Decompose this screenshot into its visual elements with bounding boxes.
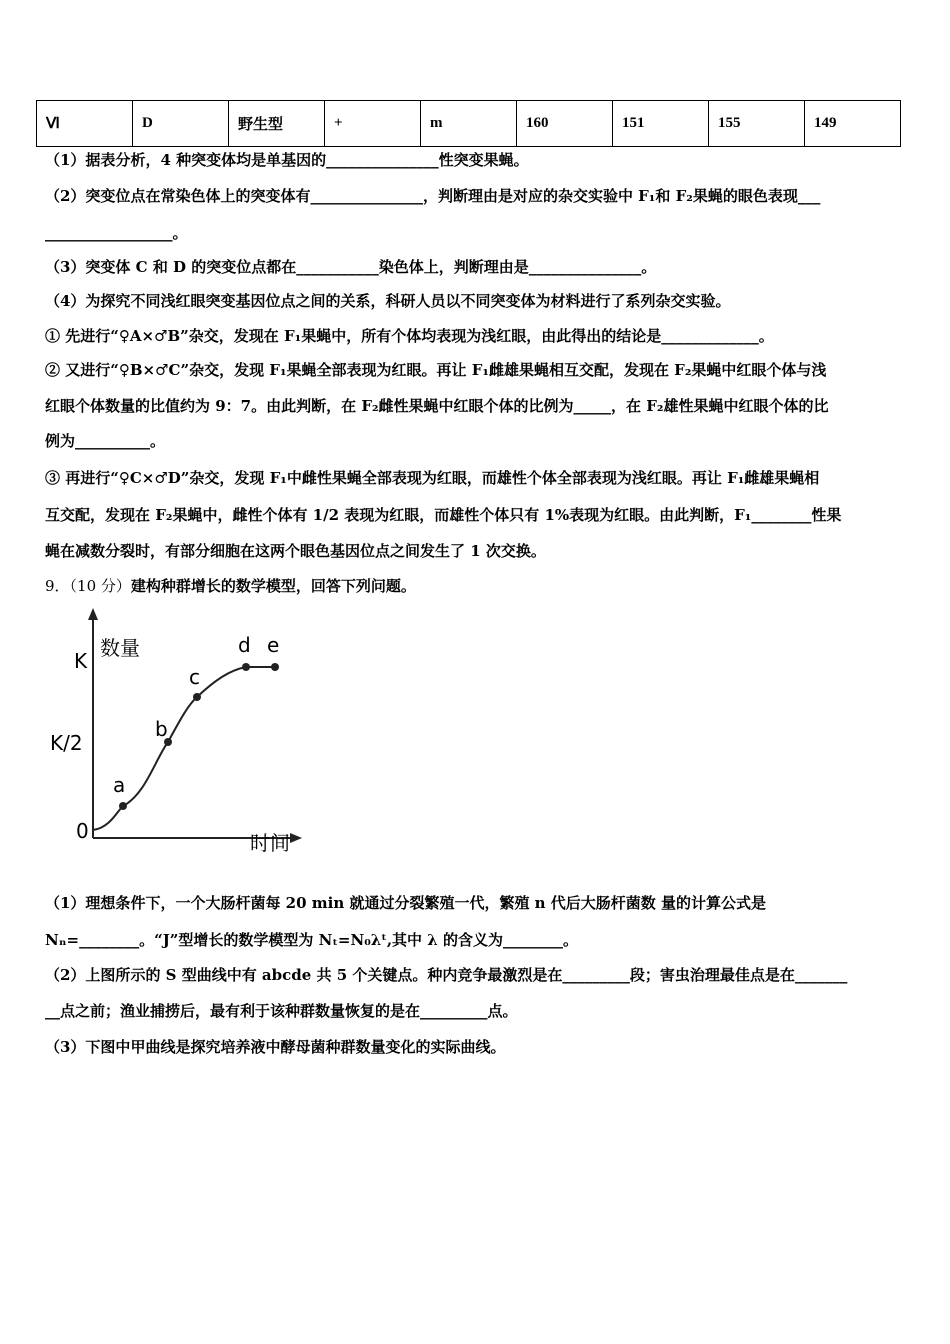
question-9-heading (45, 576, 416, 596)
point-label-c: c (189, 665, 200, 689)
point-label-b: b (155, 717, 168, 741)
point-d (242, 663, 250, 671)
y-axis-arrow-icon (88, 608, 98, 620)
question-line: （4）为探究不同浅红眼突变基因位点之间的关系，科研人员以不同突变体为材料进行了系列杂交实验。 (45, 292, 731, 310)
table-cell: m (421, 101, 517, 147)
point-label-e: e (267, 633, 280, 657)
question-line: 例为__________。 (45, 432, 166, 450)
table-cell: D (133, 101, 229, 147)
point-label-a: a (113, 773, 126, 797)
question-text: 建构种群增长的数学模型，回答下列问题。 (130, 577, 416, 595)
question-line: （2）突变位点在常染色体上的突变体有_______________，判断理由是对应的杂交实验中 F₁和 F₂果蝇的眼色表现___ (45, 187, 821, 205)
table-cell: 160 (517, 101, 613, 147)
table-cell: 野生型 (229, 101, 325, 147)
k-label: K (74, 649, 88, 673)
y-axis-label: 数量 (100, 636, 140, 660)
table-cell: 155 (709, 101, 805, 147)
origin-label: 0 (76, 819, 89, 843)
question-line: （1）据表分析，4 种突变体均是单基因的_______________性突变果蝇。 (45, 151, 529, 169)
point-c (193, 693, 201, 701)
question-line: __点之前；渔业捕捞后，最有利于该种群数量恢复的是在_________点。 (45, 1002, 518, 1020)
question-line: 互交配，发现在 F₂果蝇中，雌性个体有 1/2 表现为红眼，而雄性个体只有 1%表现为红眼。由此判断，F₁________性果 (45, 506, 842, 524)
question-line: _________________。 (45, 224, 188, 242)
question-line: （1）理想条件下，一个大肠杆菌每 20 min 就通过分裂繁殖一代，繁殖 n 代后大肠杆菌数 量的计算公式是 (45, 894, 767, 912)
table-cell: 149 (805, 101, 901, 147)
question-line: （3）下图中甲曲线是探究培养液中酵母菌种群数量变化的实际曲线。 (45, 1038, 506, 1056)
table-cell: + (325, 101, 421, 147)
question-line: 红眼个体数量的比值约为 9：7。由此判断，在 F₂雌性果蝇中红眼个体的比例为_____，在 F₂雄性果蝇中红眼个体的比 (45, 397, 829, 415)
question-line: ③ 再进行“♀C×♂D”杂交，发现 F₁中雌性果蝇全部表现为红眼，而雄性个体全部表现为浅红眼。再让 F₁雌雄果蝇相 (45, 469, 820, 487)
point-label-d: d (238, 633, 251, 657)
s-curve-figure (0, 600, 320, 865)
question-line: ① 先进行“♀A×♂B”杂交，发现在 F₁果蝇中，所有个体均表现为浅红眼，由此得出的结论是_____________。 (45, 327, 774, 345)
question-line: 蝇在减数分裂时，有部分细胞在这两个眼色基因位点之间发生了 1 次交换。 (45, 542, 546, 560)
table-row (37, 101, 901, 147)
point-e (271, 663, 279, 671)
k-half-label: K/2 (50, 731, 83, 755)
question-line: （3）突变体 C 和 D 的突变位点都在___________染色体上，判断理由是_______________。 (45, 258, 657, 276)
question-line: （2）上图所示的 S 型曲线中有 abcde 共 5 个关键点。种内竞争最激烈是在_________段；害虫治理最佳点是在_______ (45, 966, 848, 984)
point-a (119, 802, 127, 810)
x-axis-arrow-icon (290, 833, 302, 843)
table-cell: Ⅵ (37, 101, 133, 147)
x-axis-label: 时间 (250, 831, 290, 855)
table-cell: 151 (613, 101, 709, 147)
mutant-table (36, 100, 901, 147)
question-number: 9．（10 分） (45, 577, 131, 595)
question-line: Nₙ=________。“J”型增长的数学模型为 Nₜ=N₀λᵗ,其中 λ 的含义为________。 (45, 931, 579, 949)
question-line: ② 又进行“♀B×♂C”杂交，发现 F₁果蝇全部表现为红眼。再让 F₁雌雄果蝇相互交配，发现在 F₂果蝇中红眼个体与浅 (45, 361, 827, 379)
